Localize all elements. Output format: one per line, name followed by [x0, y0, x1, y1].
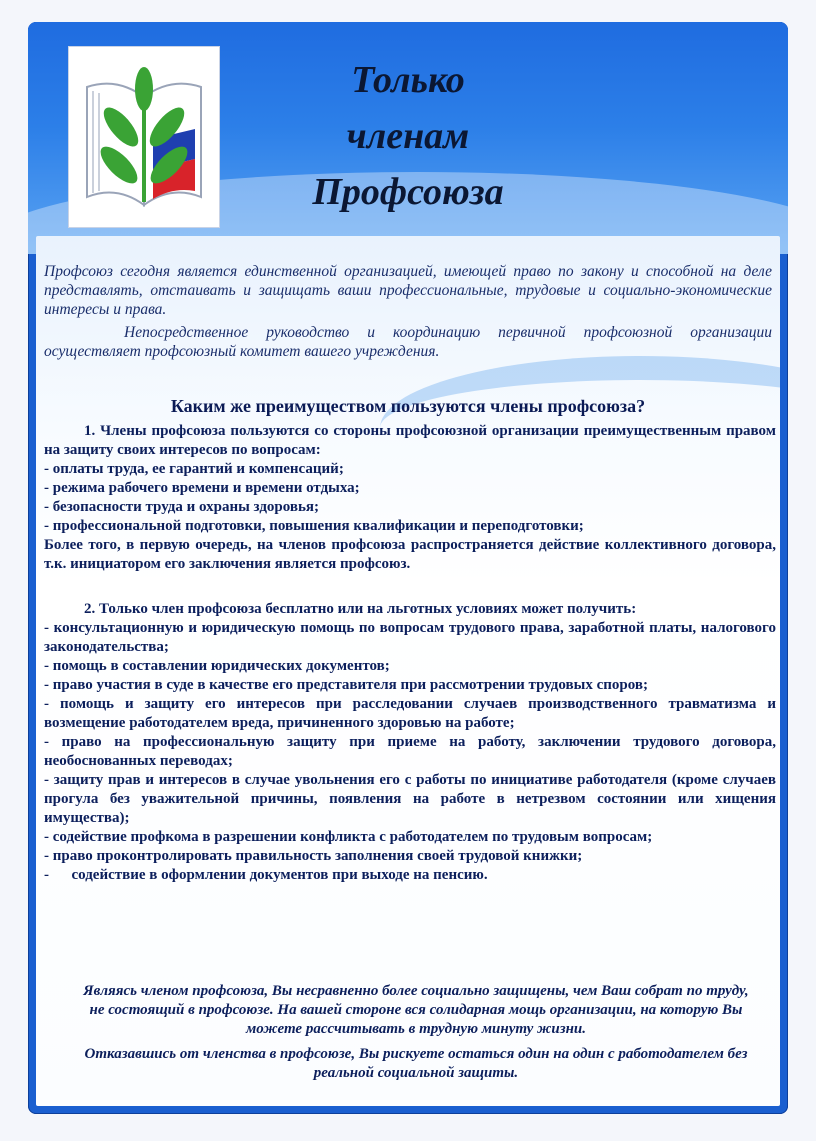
intro-text [44, 262, 772, 361]
section-heading: Каким же преимуществом пользуются члены профсоюза? [170, 396, 646, 416]
trade-union-logo-icon [68, 46, 220, 228]
section-1-item: - безопасности труда и охраны здоровья; [44, 499, 320, 515]
section-2-item: - содействие профкома в разрешении конфликта с работодателем по трудовым вопросам; [44, 829, 653, 845]
section-2-lead: 2. Только член профсоюза бесплатно или на льготных условиях может получить: [84, 601, 637, 617]
benefits-body [44, 422, 776, 885]
header-banner [28, 22, 788, 254]
section-2-item: - защиту прав и интересов в случае увольнения его с работы по инициативе работодателя (кроме случаев прогула без уважительной причины, появления на работе в нетрезвом состоянии или хищения имущества); [44, 772, 776, 826]
closing-text [76, 982, 756, 1083]
section-1-item: - режима рабочего времени и времени отдыха; [44, 480, 360, 496]
section-2-item: - помощь и защиту его интересов при расследовании случаев производственного травматизма и возмещение работодателем вреда, причиненного здоровью на работе; [44, 696, 776, 731]
section-2-item: - право участия в суде в качестве его представителя при рассмотрении трудовых споров; [44, 677, 648, 693]
section-2-item: - право на профессиональную защиту при приеме на работу, заключении трудового договора, необоснованных переводах; [44, 734, 776, 769]
intro-paragraph-1: Профсоюз сегодня является единственной организацией, имеющей право по закону и способной на деле представлять, отстаивать и защищать ваши профессиональные, трудовые и социально-экономические интересы и права. [44, 263, 772, 318]
leaflet-frame [28, 22, 788, 1114]
intro-paragraph-2: Непосредственное руководство и координацию первичной профсоюзной организации осуществляет профсоюзный комитет вашего учреждения. [44, 324, 772, 360]
page-title [258, 52, 558, 220]
section-1-item: - профессиональной подготовки, повышения квалификации и переподготовки; [44, 518, 584, 534]
section-2-item: - содействие в оформлении документов при выходе на пенсию. [44, 867, 488, 883]
section-2-item: - право проконтролировать правильность заполнения своей трудовой книжки; [44, 848, 583, 864]
closing-paragraph-1: Являясь членом профсоюза, Вы несравненно более социально защищены, чем Ваш собрат по труду, не состоящий в профсоюзе. На вашей стороне вся солидарная мощь организации, на которую Вы можете рассчитывать в трудную минуту жизни. [83, 983, 749, 1037]
section-1-item: - оплаты труда, ее гарантий и компенсаций; [44, 461, 344, 477]
section-2-item: - консультационную и юридическую помощь по вопросам трудового права, заработной платы, налогового законодательства; [44, 620, 776, 655]
content-panel [36, 236, 780, 1106]
title-line-3: Профсоюза [312, 171, 504, 213]
closing-paragraph-2: Отказавшись от членства в профсоюзе, Вы рискуете остаться один на один с работодателем без реальной социальной защиты. [84, 1046, 748, 1081]
section-2-item: - помощь в составлении юридических документов; [44, 658, 390, 674]
title-line-2: членам [346, 115, 470, 157]
section-1-lead: 1. Члены профсоюза пользуются со стороны профсоюзной организации преимущественным правом на защиту своих интересов по вопросам: [44, 423, 776, 458]
title-line-1: Только [351, 59, 465, 101]
section-1-note: Более того, в первую очередь, на членов профсоюза распространяется действие коллективного договора, т.к. инициатором его заключения является профсоюз. [44, 537, 776, 572]
